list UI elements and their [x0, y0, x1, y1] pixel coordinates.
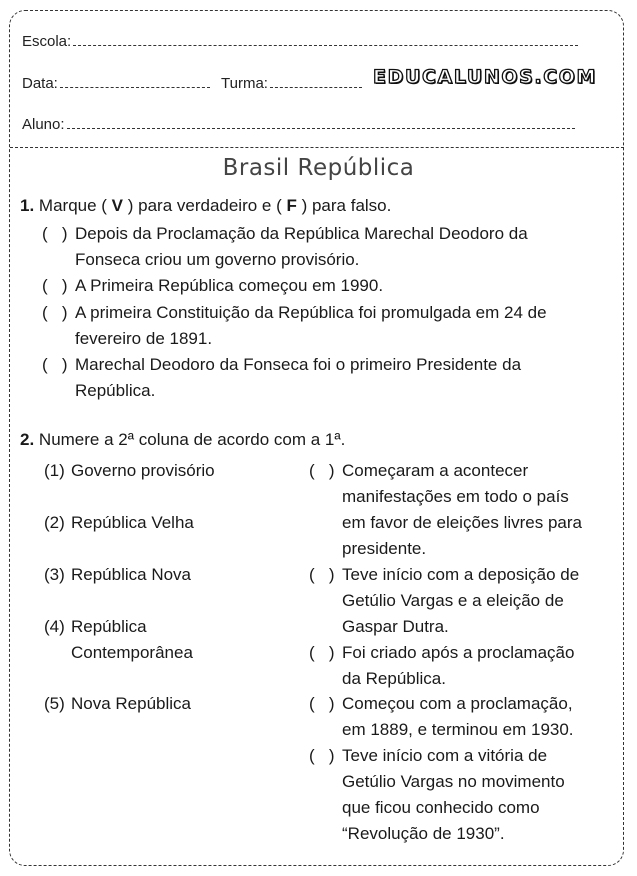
statement-line: Começou com a proclamação, — [342, 694, 573, 713]
page-title: Brasil República — [222, 155, 415, 181]
student-label: Aluno: — [22, 116, 65, 133]
left-option-4 — [44, 614, 294, 666]
q1-item-4 — [42, 352, 622, 404]
statement-line: manifestações em todo o país — [342, 487, 569, 506]
left-option-1 — [44, 458, 294, 484]
right-statement-4 — [309, 691, 619, 743]
option-label: República Nova — [71, 565, 192, 584]
item-line: Depois da Proclamação da República Marechal Deodoro da — [75, 224, 528, 243]
statement-line: da República. — [342, 669, 446, 688]
item-line: fevereiro de 1891. — [75, 329, 213, 348]
statement-line: em 1889, e terminou em 1930. — [342, 720, 574, 739]
prompt-text: ) para falso. — [296, 196, 392, 215]
right-statement-1 — [309, 458, 619, 562]
left-option-3 — [44, 562, 294, 588]
answer-blank[interactable]: ( ) — [309, 746, 335, 765]
left-option-2 — [44, 510, 294, 536]
option-label: República Velha — [71, 513, 194, 532]
student-blank-line[interactable] — [67, 127, 575, 129]
statement-line: Foi criado após a proclamação — [342, 643, 575, 662]
question-1-prompt — [20, 193, 391, 219]
item-text — [75, 221, 528, 273]
answer-blank[interactable]: ( ) — [309, 461, 335, 480]
statement-line: que ficou conhecido como — [342, 798, 540, 817]
q1-item-3 — [42, 300, 622, 352]
answer-blank[interactable]: ( ) — [309, 643, 335, 662]
option-number: (1) — [44, 461, 65, 480]
option-line: República — [71, 617, 147, 636]
q1-item-2 — [42, 273, 622, 299]
right-statement-5 — [309, 743, 619, 847]
v-marker: V — [111, 196, 124, 215]
item-text — [75, 273, 383, 299]
right-statement-3 — [309, 640, 619, 692]
educalunos-logo: EDUCALUNOS.COM — [373, 66, 598, 88]
date-field — [22, 75, 210, 92]
answer-blank[interactable]: ( ) — [42, 303, 68, 322]
school-blank-line[interactable] — [73, 44, 578, 46]
statement-line: Getúlio Vargas no movimento — [342, 772, 565, 791]
option-number: (2) — [44, 513, 65, 532]
statement-text — [342, 743, 565, 847]
statement-line: em favor de eleições livres para — [342, 513, 583, 532]
student-field — [22, 116, 575, 133]
statement-text — [342, 640, 574, 692]
option-label: Nova República — [71, 694, 192, 713]
item-text — [75, 300, 547, 352]
option-line: Contemporânea — [71, 643, 193, 662]
answer-blank[interactable]: ( ) — [42, 224, 68, 243]
option-number: (3) — [44, 565, 65, 584]
school-field — [22, 33, 578, 50]
class-label: Turma: — [221, 75, 268, 92]
statement-text — [342, 691, 574, 743]
item-text — [75, 352, 521, 404]
answer-blank[interactable]: ( ) — [42, 355, 68, 374]
statement-line: “Revolução de 1930”. — [342, 824, 505, 843]
option-label: Governo provisório — [71, 461, 215, 480]
left-option-5 — [44, 691, 294, 717]
item-line: República. — [75, 381, 156, 400]
statement-text — [342, 458, 582, 562]
prompt-text: Numere a 2ª coluna de acordo com a 1ª. — [34, 430, 346, 449]
item-line: Fonseca criou um governo provisório. — [75, 250, 360, 269]
statement-line: Começaram a acontecer — [342, 461, 529, 480]
prompt-text: Marque ( — [34, 196, 112, 215]
date-label: Data: — [22, 75, 58, 92]
statement-line: Teve início com a deposição de — [342, 565, 580, 584]
question-1-number: 1. — [20, 196, 35, 215]
statement-line: Getúlio Vargas e a eleição de — [342, 591, 564, 610]
option-label — [71, 614, 193, 666]
question-2-number: 2. — [20, 430, 35, 449]
item-line: Marechal Deodoro da Fonseca foi o primeiro Presidente da — [75, 355, 522, 374]
school-label: Escola: — [22, 33, 72, 50]
answer-blank[interactable]: ( ) — [309, 565, 335, 584]
header-divider — [10, 147, 624, 148]
answer-blank[interactable]: ( ) — [309, 694, 335, 713]
right-statement-2 — [309, 562, 619, 640]
date-blank-line[interactable] — [60, 86, 210, 88]
prompt-text: ) para verdadeiro e ( — [123, 196, 287, 215]
statement-line: Teve início com a vitória de — [342, 746, 548, 765]
option-number: (5) — [44, 694, 65, 713]
q1-item-1 — [42, 221, 622, 273]
statement-line: presidente. — [342, 539, 427, 558]
statement-text — [342, 562, 579, 640]
item-line: A Primeira República começou em 1990. — [75, 276, 384, 295]
f-marker: F — [286, 196, 297, 215]
item-line: A primeira Constituição da República foi promulgada em 24 de — [75, 303, 547, 322]
option-number: (4) — [44, 617, 65, 636]
class-field — [221, 75, 362, 92]
question-2-prompt — [20, 427, 345, 453]
answer-blank[interactable]: ( ) — [42, 276, 68, 295]
class-blank-line[interactable] — [270, 86, 362, 88]
statement-line: Gaspar Dutra. — [342, 617, 449, 636]
